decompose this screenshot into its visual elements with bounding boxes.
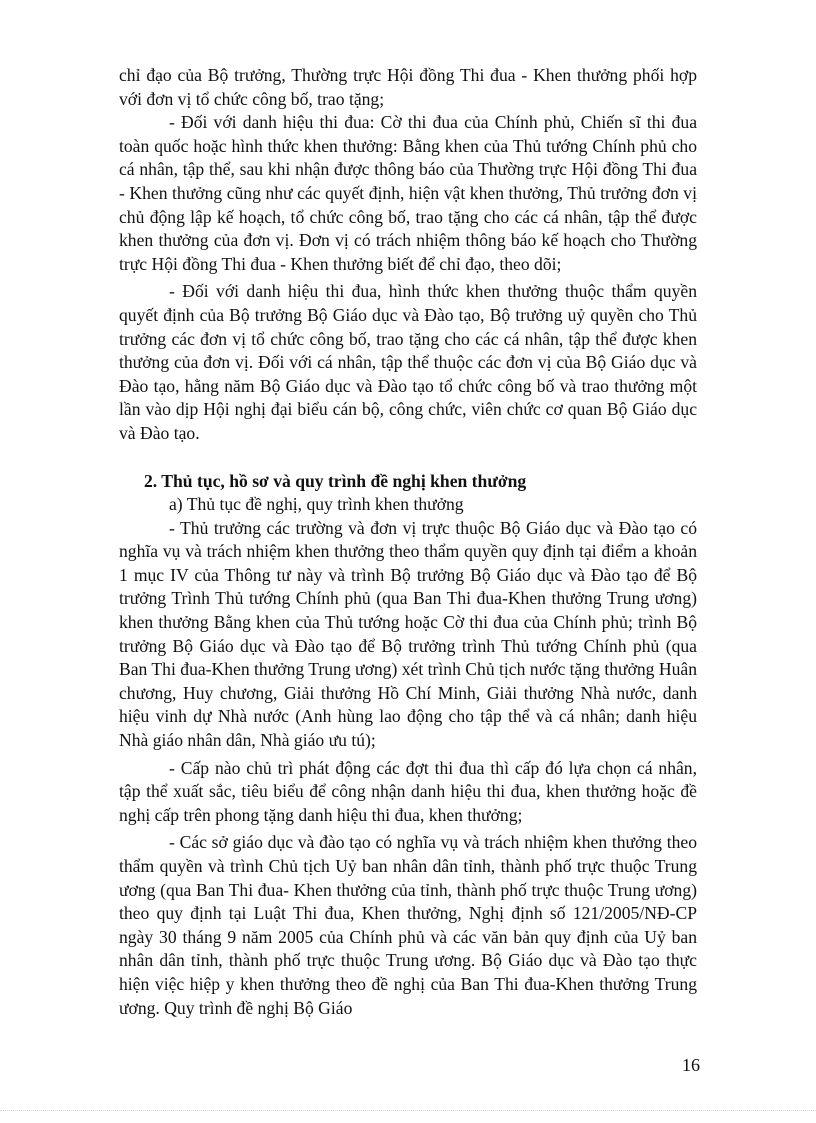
paragraph-departments: - Các sở giáo dục và đào tạo có nghĩa vụ và trách nhiệm khen thưởng theo thẩm quyền và trình Chủ tịch Uỷ ban nhân dân tỉnh, thành phố trực thuộc Trung ương (qua Ban Thi đua- Khen thưởng của tỉnh, thành phố trực thuộc Trung ương) theo quy định tại Luật Thi đua, Khen thưởng, Nghị định số 121/2005/NĐ-CP ngày 30 tháng 9 năm 2005 của Chính phủ và các văn bản quy định của Uỷ ban nhân dân tỉnh, thành phố trực thuộc Trung ương. Bộ Giáo dục và Đào tạo thực hiện việc hiệp y khen thưởng theo đề nghị của Ban Thi đua-Khen thưởng Trung ương. Quy trình đề nghị Bộ Giáo: [119, 832, 697, 1018]
paragraph-unit-heads: - Thủ trưởng các trường và đơn vị trực thuộc Bộ Giáo dục và Đào tạo có nghĩa vụ và trách nhiệm khen thưởng theo thẩm quyền quy định tại điểm a khoản 1 mục IV của Thông tư này và trình Bộ trưởng Bộ Giáo dục và Đào tạo để Bộ trưởng Trình Thủ tướng Chính phủ (qua Ban Thi đua-Khen thưởng Trung ương) khen thưởng Bằng khen của Thủ tướng hoặc Cờ thi đua của Chính phủ; trình Bộ trưởng Bộ Giáo dục và Đào tạo để Bộ trưởng trình Thủ tướng Chính phủ (qua Ban Thi đua-Khen thưởng Trung ương) xét trình Chủ tịch nước tặng thưởng Huân chương, Huy chương, Giải thưởng Hồ Chí Minh, Giải thưởng Nhà nước, danh hiệu vinh dự Nhà nước (Anh hùng lao động cho tập thể và cá nhân; danh hiệu Nhà giáo nhân dân, Nhà giáo ưu tú);: [119, 517, 697, 751]
section-heading: 2. Thủ tục, hồ sơ và quy trình đề nghị khen thưởng: [144, 470, 527, 491]
paragraph-initiating-level: - Cấp nào chủ trì phát động các đợt thi đua thì cấp đó lựa chọn cá nhân, tập thể xuất sắc, tiêu biểu để công nhận danh hiệu thi đua, khen thưởng hoặc đề nghị cấp trên phong tặng danh hiệu thi đua, khen thưởng;: [119, 757, 697, 825]
page-bottom-divider: [0, 1110, 816, 1111]
paragraph-continuation: chỉ đạo của Bộ trưởng, Thường trực Hội đồng Thi đua - Khen thưởng phối hợp với đơn vị tổ chức công bố, trao tặng;: [119, 65, 697, 109]
paragraph-minister-authority: - Đối với danh hiệu thi đua, hình thức khen thưởng thuộc thẩm quyền quyết định của Bộ trưởng Bộ Giáo dục và Đào tạo, Bộ trưởng uỷ quyền cho Thủ trưởng các đơn vị tổ chức công bố, trao tặng cho các cá nhân, tập thể được khen thưởng của đơn vị. Đối với cá nhân, tập thể thuộc các đơn vị của Bộ Giáo dục và Đào tạo, hằng năm Bộ Giáo dục và Đào tạo tổ chức công bố và trao thưởng một lần vào dịp Hội nghị đại biểu cán bộ, công chức, viên chức cơ quan Bộ Giáo dục và Đào tạo.: [119, 281, 697, 443]
page-number: 16: [682, 1055, 700, 1075]
page-body: [119, 64, 697, 1020]
paragraph-emulation-titles: - Đối với danh hiệu thi đua: Cờ thi đua của Chính phủ, Chiến sĩ thi đua toàn quốc hoặc hình thức khen thưởng: Bằng khen của Thủ tướng Chính phủ cho cá nhân, tập thể, sau khi nhận được thông báo của Thường trực Hội đồng Thi đua - Khen thưởng cũng như các quyết định, hiện vật khen thưởng, Thủ trưởng đơn vị chủ động lập kế hoạch, tổ chức công bố, trao tặng cho các cá nhân, tập thể được khen thưởng của đơn vị. Đơn vị có trách nhiệm thông báo kế hoạch cho Thường trực Hội đồng Thi đua - Khen thưởng biết để chỉ đạo, theo dõi;: [119, 112, 697, 274]
subsection-heading: a) Thủ tục đề nghị, quy trình khen thưởng: [169, 494, 464, 515]
